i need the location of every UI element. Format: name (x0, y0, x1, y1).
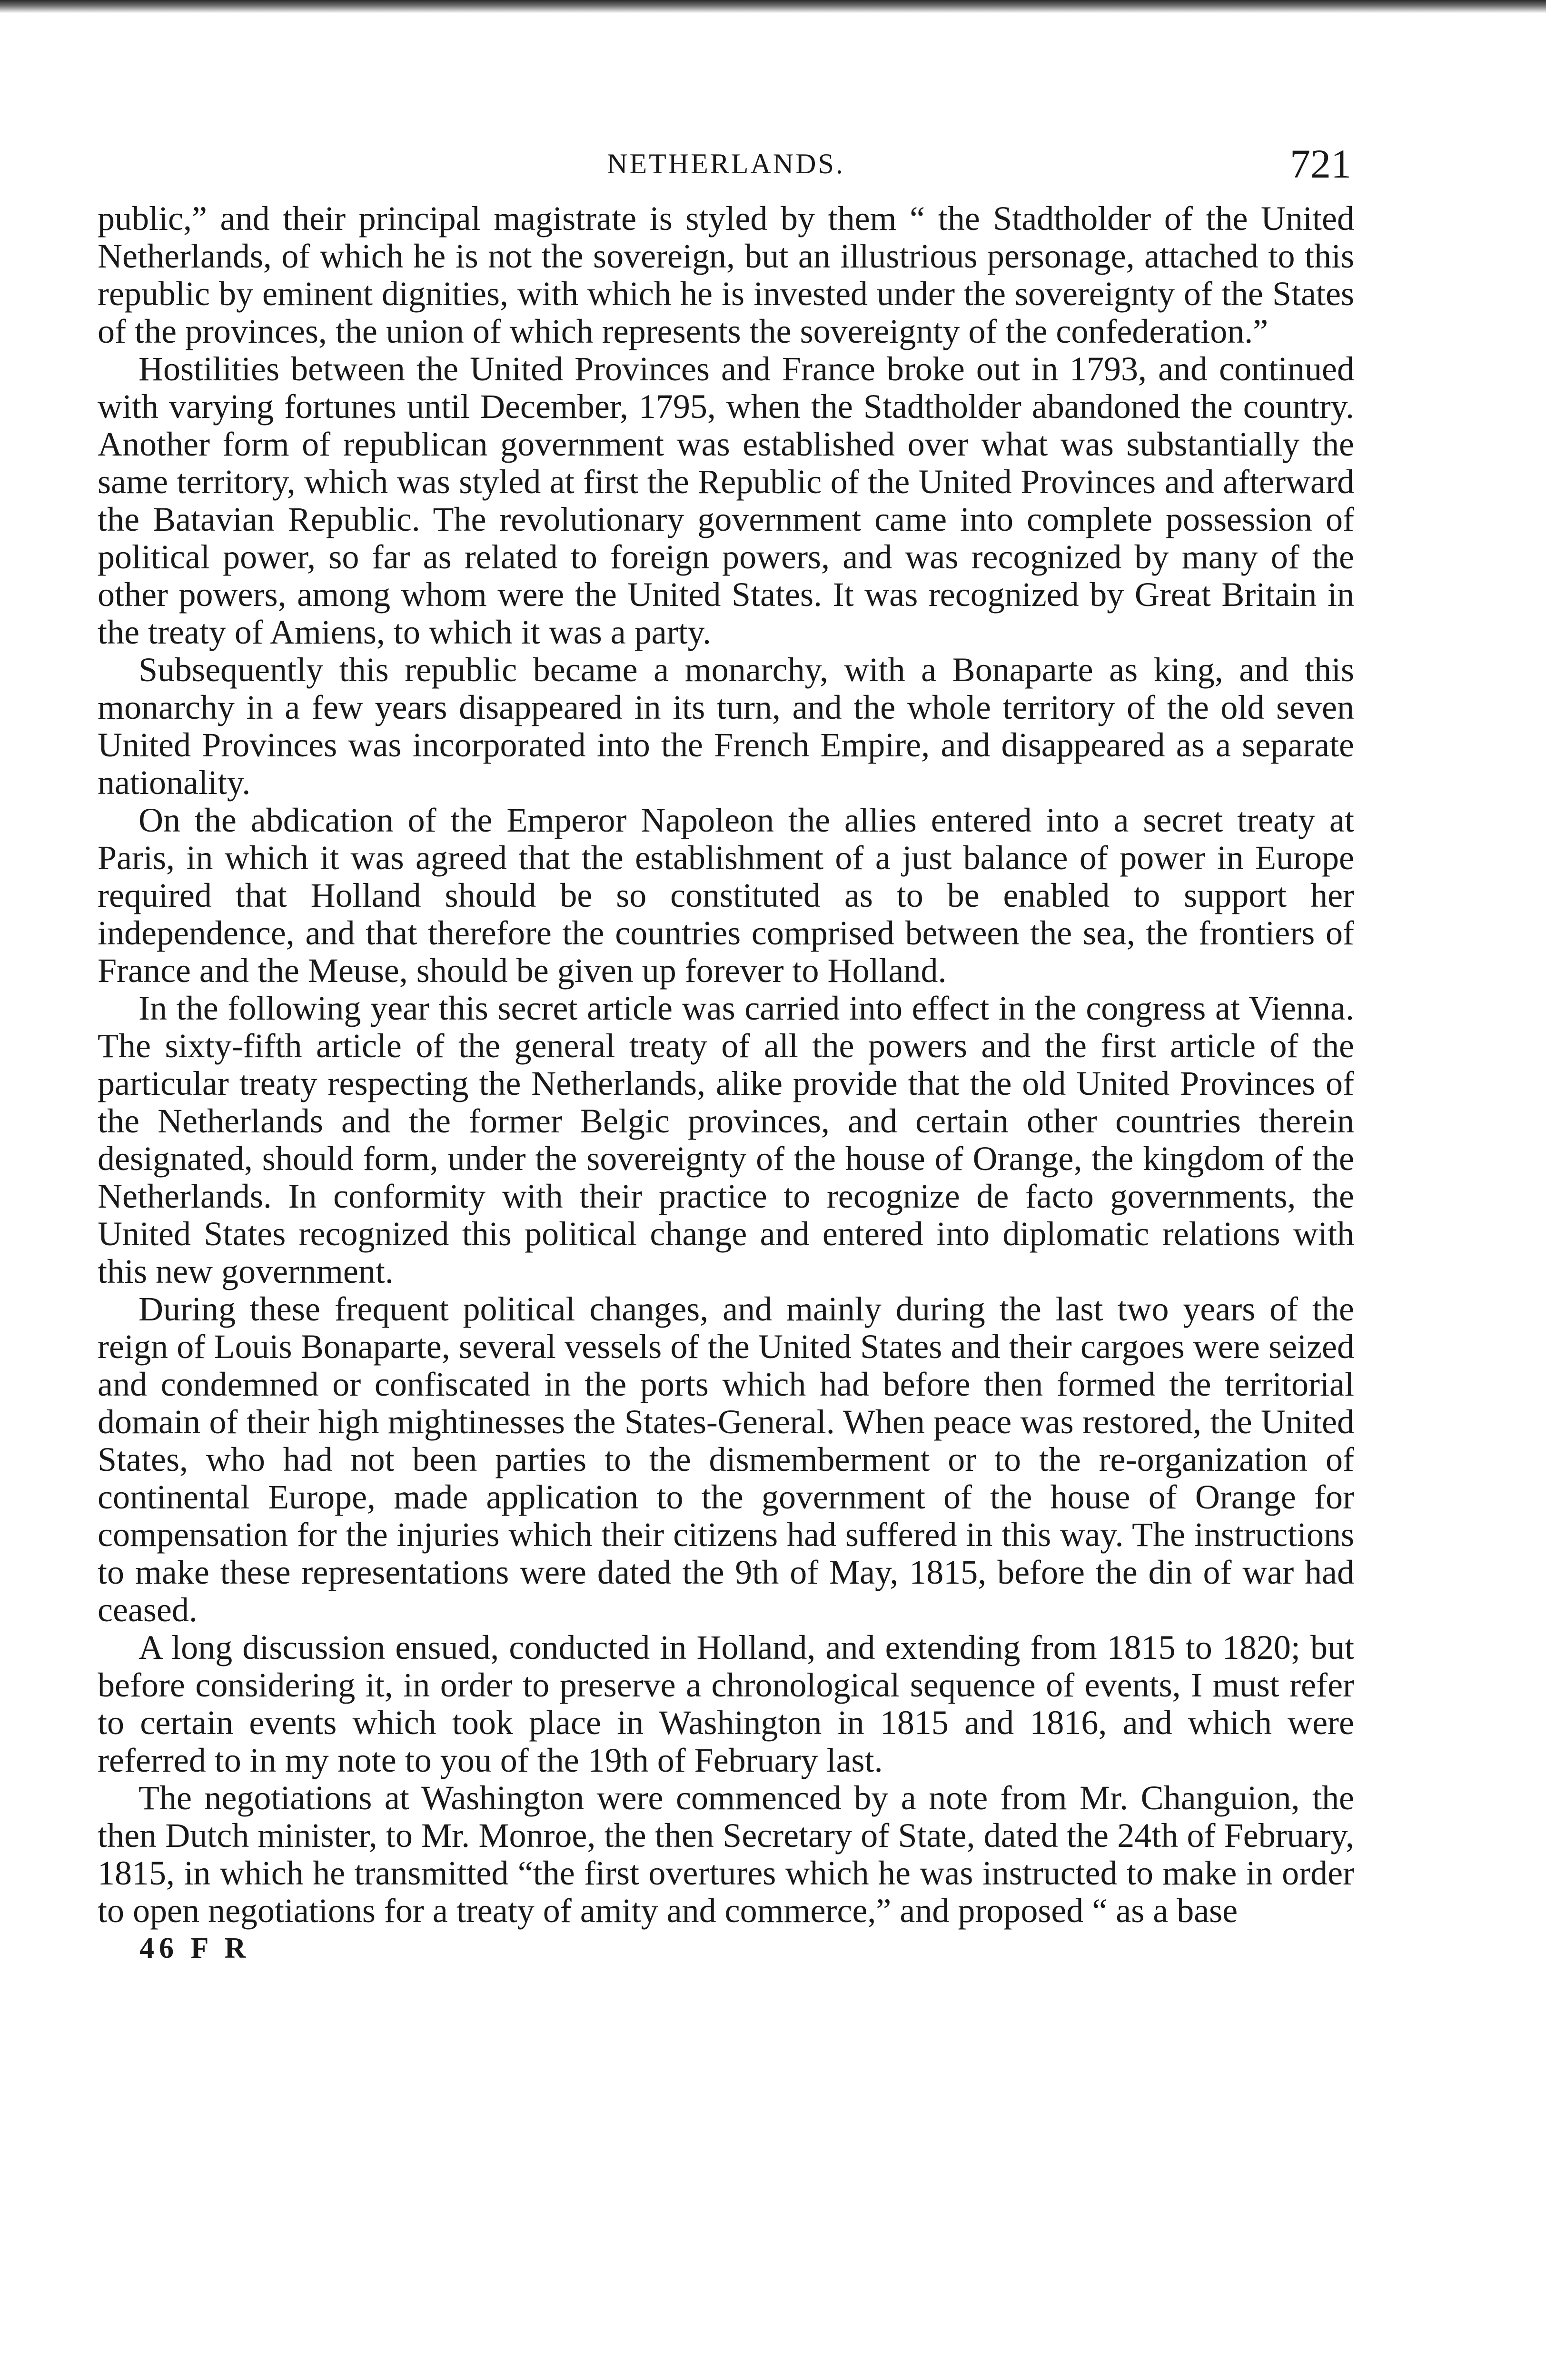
running-head (98, 133, 1354, 186)
paragraph: A long discussion ensued, conducted in Holland, and extending from 1815 to 1820; but before considering it, in order to preserve a chronological sequence of events, I must refer to certain events which took place in Washington in 1815 and 1816, and which were referred to in my note to you of the 19th of February last. (98, 1628, 1354, 1779)
paragraph: During these frequent political changes, and mainly during the last two years of the reign of Louis Bonaparte, several vessels of the United States and their cargoes were seized and condemned or confiscated in the ports which had before then formed the territorial domain of their high mightinesses the States-General. When peace was restored, the United States, who had not been parties to the dismemberment or to the re-organization of continental Europe, made application to the government of the house of Orange for compensation for the injuries which their citizens had suffered in this way. The instructions to make these representations were dated the 9th of May, 1815, before the din of war had ceased. (98, 1290, 1354, 1629)
paragraph: In the following year this secret article was carried into effect in the congress at Vienna. The sixty-fifth article of the general treaty of all the powers and the first article of the particular treaty respecting the Netherlands, alike provide that the old United Provinces of the Netherlands and the former Belgic provinces, and certain other countries therein designated, should form, under the sovereignty of the house of Orange, the kingdom of the Netherlands. In conformity with their practice to recognize de facto governments, the United States recognized this political change and entered into diplomatic relations with this new government. (98, 989, 1354, 1290)
paragraph: The negotiations at Washington were commenced by a note from Mr. Changuion, the then Dutch minister, to Mr. Monroe, the then Secretary of State, dated the 24th of February, 1815, in which he transmitted “the first overtures which he was instructed to make in order to open negotiations for a treaty of amity and commerce,” and proposed “ as a base (98, 1779, 1354, 1930)
page-number: 721 (1290, 141, 1351, 187)
paragraph: On the abdication of the Emperor Napoleon the allies entered into a secret treaty at Paris, in which it was agreed that the establishment of a just balance of power in Europe required that Holland should be so constituted as to be enabled to support her independence, and that therefore the countries comprised between the sea, the frontiers of France and the Meuse, should be given up forever to Holland. (98, 801, 1354, 990)
paragraph: Hostilities between the United Provinces and France broke out in 1793, and continued with varying fortunes until December, 1795, when the Stadtholder abandoned the country. Another form of republican government was established over what was substantially the same territory, which was styled at first the Republic of the United Provinces and afterward the Batavian Republic. The revolutionary government came into complete possession of political power, so far as related to foreign powers, and was recognized by many of the other powers, among whom were the United States. It was recognized by Great Britain in the treaty of Amiens, to which it was a party. (98, 350, 1354, 651)
running-title: NETHERLANDS. (607, 148, 845, 179)
paragraph-continued: public,” and their principal magistrate is styled by them “ the Stadtholder of the United Netherlands, of which he is not the sovereign, but an illustrious personage, attached to this republic by eminent dignities, with which he is invested under the sovereignty of the States of the provinces, the union of which represents the sovereignty of the confederation.” (98, 199, 1354, 350)
document-page (98, 133, 1354, 1965)
paragraph: Subsequently this republic became a monarchy, with a Bonaparte as king, and this monarchy in a few years disappeared in its turn, and the whole territory of the old seven United Provinces was incorporated into the French Empire, and disappeared as a separate nationality. (98, 651, 1354, 802)
signature-mark: 46 F R (139, 1932, 251, 1964)
body-text (98, 200, 1354, 1930)
scan-edge (0, 0, 1546, 13)
